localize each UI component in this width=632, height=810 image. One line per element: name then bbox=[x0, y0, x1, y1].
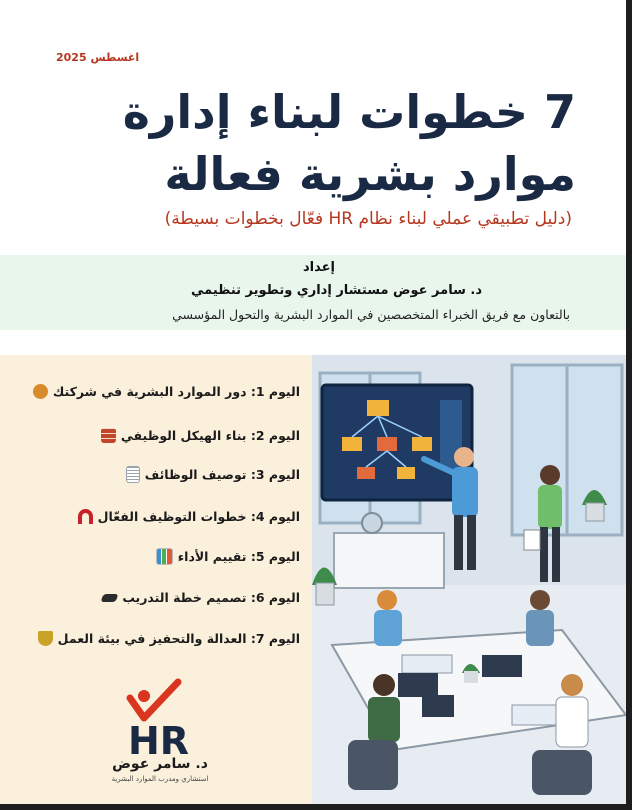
subtitle: (دليل تطبيقي عملي لبناء نظام HR فعّال بخطوات بسيطة) bbox=[164, 209, 572, 229]
graduation-cap-icon bbox=[101, 594, 119, 602]
title-line-2: موارد بشرية فعالة bbox=[164, 147, 576, 201]
person-check-icon bbox=[130, 682, 178, 718]
bar-chart-icon bbox=[156, 548, 173, 565]
publication-date: اغسطس 2025 bbox=[56, 51, 140, 64]
cabinet bbox=[334, 533, 444, 588]
page-frame-right bbox=[626, 0, 632, 810]
seated-man-right bbox=[526, 590, 554, 646]
logo-mark: HR bbox=[128, 719, 190, 763]
page-frame-bottom bbox=[0, 804, 632, 810]
chair bbox=[532, 750, 592, 795]
collaboration-line: بالتعاون مع فريق الخبراء المتخصصين في الموارد البشرية والتحول المؤسسي bbox=[172, 307, 570, 322]
compass-icon bbox=[33, 384, 48, 399]
document-icon bbox=[126, 466, 140, 483]
office-team-illustration bbox=[312, 355, 626, 804]
scales-icon bbox=[38, 631, 53, 646]
magnet-icon bbox=[78, 509, 93, 524]
agenda-label: اليوم 7: العدالة والتحفيز في بيئة العمل bbox=[57, 631, 300, 646]
agenda-label: اليوم 3: توصيف الوظائف bbox=[144, 467, 300, 482]
preparation-heading: إعداد bbox=[303, 260, 335, 275]
presentation-screen bbox=[322, 385, 472, 500]
agenda-item-day-1 bbox=[33, 384, 300, 399]
agenda-item-day-6 bbox=[102, 590, 300, 605]
window-right bbox=[512, 365, 622, 535]
agenda-item-day-4 bbox=[78, 509, 300, 524]
agenda-item-day-2 bbox=[101, 428, 300, 443]
logo-name: د. سامر عوض bbox=[112, 756, 208, 772]
bricks-icon bbox=[101, 428, 116, 443]
agenda-label: اليوم 1: دور الموارد البشرية في شركتك bbox=[52, 384, 300, 399]
agenda-label: اليوم 4: خطوات التوظيف الفعّال bbox=[97, 509, 300, 524]
agenda-item-day-7 bbox=[38, 631, 300, 646]
agenda-label: اليوم 6: تصميم خطة التدريب bbox=[122, 590, 300, 605]
agenda-label: اليوم 5: تقييم الأداء bbox=[177, 549, 300, 564]
chair bbox=[348, 740, 398, 790]
agenda-item-day-3 bbox=[126, 466, 300, 483]
agenda-item-day-5 bbox=[156, 548, 300, 565]
title-line-1: 7 خطوات لبناء إدارة bbox=[122, 85, 576, 139]
author-line: د. سامر عوض مستشار إداري وتطوير تنظيمي bbox=[190, 283, 482, 298]
agenda-label: اليوم 2: بناء الهيكل الوظيفي bbox=[120, 428, 300, 443]
logo-tagline: استشاري ومدرب الموارد البشرية bbox=[111, 775, 209, 783]
